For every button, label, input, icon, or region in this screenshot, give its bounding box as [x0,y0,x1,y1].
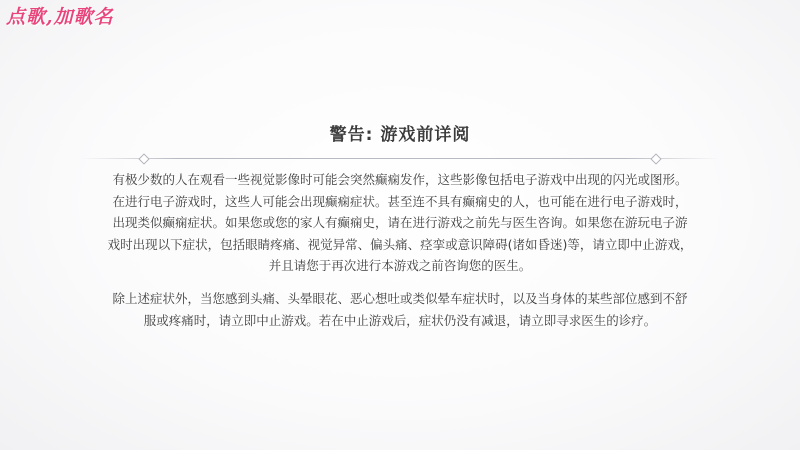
title-divider [80,153,720,165]
warning-line: 出现类似癫痫症状。如果您或您的家人有癫痫史，请在进行游戏之前先与医生咨询。如果您在游玩电子游 [112,215,688,230]
warning-line: 戏时出现以下症状，包括眼睛疼痛、视觉异常、偏头痛、痉挛或意识障碍(诸如昏迷)等，请立即中止游戏， [107,236,693,252]
warning-line: 并且请您于再次进行本游戏之前咨询您的医生。 [268,258,532,273]
warning-line: 除上述症状外，当您感到头痛、头晕眼花、恶心想吐或类似晕车症状时，以及当身体的某些部位感到不舒 [112,291,688,306]
divider-ornament-right-icon [650,153,661,164]
warning-paragraph-2 [80,288,720,331]
divider-ornament-left-icon [138,153,149,164]
warning-line: 在进行电子游戏时，这些人可能会出现癫痫症状。甚至连不具有癫痫史的人，也可能在进行电子游戏时， [112,193,688,209]
warning-title: 警告: 游戏前详阅 [329,125,471,145]
divider-line [80,158,720,159]
warning-paragraph-1 [80,169,720,277]
warning-line: 服或疼痛时，请立即中止游戏。若在中止游戏后，症状仍没有减退，请立即寻求医生的诊疗。 [143,312,657,328]
warning-line: 有极少数的人在观看一些视觉影像时可能会突然癫痫发作，这些影像包括电子游戏中出现的闪光或图形。 [112,172,688,187]
song-request-overlay-text: 点歌,加歌名 [6,6,114,28]
